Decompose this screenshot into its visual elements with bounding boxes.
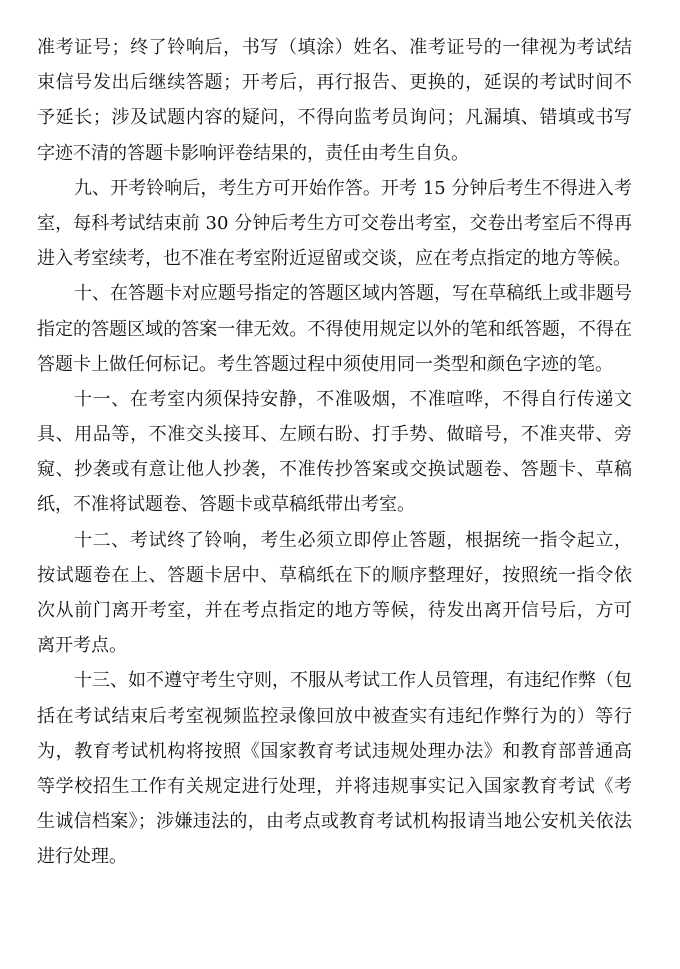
- text-line: 十一、在考室内须保持安静，不准吸烟，不准喧哗，不得自行传递文: [74, 388, 632, 410]
- text-line: 准考证号；终了铃响后，书写（填涂）姓名、准考证号的一律视为考试结: [37, 37, 632, 58]
- paragraph: [37, 30, 632, 171]
- document-page: [37, 30, 632, 875]
- text-line: 十二、考试终了铃响，考生必须立即停止答题，根据统一指令起立，: [74, 529, 632, 551]
- text-line: 生诚信档案》；涉嫌违法的，由考点或教育考试机构报请当地公安机关依法: [37, 811, 632, 833]
- text-line: 离开考点。: [37, 635, 127, 657]
- text-line: 括在考试结束后考室视频监控录像回放中被查实有违纪作弊行为的）等行: [37, 705, 632, 727]
- text-line: 纸，不准将试题卷、答题卡或草稿纸带出考室。: [37, 494, 415, 516]
- paragraph: [37, 663, 632, 874]
- text-line: 进行处理。: [37, 846, 127, 868]
- text-line: 九、开考铃响后，考生方可开始作答。开考 15 分钟后考生不得进入考: [74, 177, 632, 199]
- text-line: 等学校招生工作有关规定进行处理，并将违规事实记入国家教育考试《考: [37, 775, 632, 797]
- text-line: 按试题卷在上、答题卡居中、草稿纸在下的顺序整理好，按照统一指令依: [37, 564, 632, 586]
- text-line: 进入考室续考，也不准在考室附近逗留或交谈，应在考点指定的地方等候。: [37, 248, 631, 270]
- text-line: 次从前门离开考室，并在考点指定的地方等候，待发出离开信号后，方可: [37, 600, 632, 621]
- text-line: 束信号发出后继续答题；开考后，再行报告、更换的，延误的考试时间不: [37, 72, 632, 94]
- text-line: 指定的答题区域的答案一律无效。不得使用规定以外的笔和纸答题，不得在: [37, 318, 632, 340]
- text-line: 具、用品等，不准交头接耳、左顾右盼、打手势、做暗号，不准夹带、旁: [37, 424, 632, 446]
- paragraph: [37, 276, 632, 382]
- paragraph: [37, 523, 632, 664]
- text-line: 字迹不清的答题卡影响评卷结果的，责任由考生自负。: [37, 142, 469, 164]
- text-line: 为，教育考试机构将按照《国家教育考试违规处理办法》和教育部普通高: [37, 740, 632, 762]
- text-line: 答题卡上做任何标记。考生答题过程中须使用同一类型和颜色字迹的笔。: [37, 353, 613, 375]
- text-line: 予延长；涉及试题内容的疑问，不得向监考员询问；凡漏填、错填或书写: [37, 107, 632, 129]
- text-line: 十三、如不遵守考生守则，不服从考试工作人员管理，有违纪作弊（包: [74, 670, 632, 692]
- text-line: 室，每科考试结束前 30 分钟后考生方可交卷出考室，交卷出考室后不得再: [37, 212, 632, 234]
- paragraph: [37, 171, 632, 277]
- paragraph: [37, 382, 632, 523]
- text-line: 十、在答题卡对应题号指定的答题区域内答题，写在草稿纸上或非题号: [74, 283, 632, 305]
- text-line: 窥、抄袭或有意让他人抄袭，不准传抄答案或交换试题卷、答题卡、草稿: [37, 459, 632, 481]
